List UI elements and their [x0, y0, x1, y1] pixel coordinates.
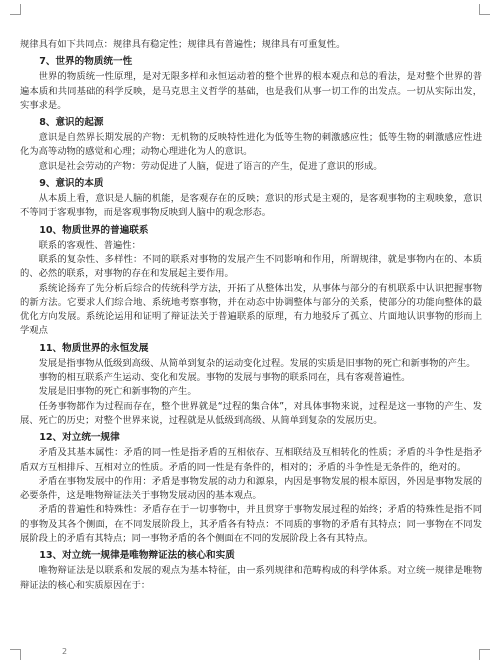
section-11-paragraph-4: 任务事物都作为过程而存在，整个世界就是“过程的集合体”，对具体事物来说，过程是这一事物的产生、发展、死亡的历史；对整个世界来说，过程就是从低级到高级、从简单到复杂的发展历史。 [20, 400, 482, 426]
section-8-paragraph-1: 意识是自然界长期发展的产物：无机物的反映特性进化为低等生物的刺激感应性；低等生物的刺激感应性进化为高等动物的感觉和心理；动物心理进化为人的意识。 [20, 132, 482, 158]
section-11-paragraph-1: 发展是指事物从低级到高级、从简单到复杂的运动变化过程。发展的实质是旧事物的死亡和新事物的产生。 [38, 357, 476, 369]
section-7-paragraph-1: 世界的物质统一性原理，是对无限多样和永恒运动着的整个世界的根本观点和总的看法，是对整个世界的普遍本质和共同基础的科学反映，是马克思主义哲学的基础，也是我们从事一切工作的出发点。一切从实际出发，实事求是。 [20, 71, 482, 111]
section-12-paragraph-1: 矛盾及其基本属性：矛盾的同一性是指矛盾的互相依存、互相联结及互相转化的性质；矛盾的斗争性是指矛盾双方互相排斥、互相对立的性质。矛盾的同一性是有条件的，相对的；矛盾的斗争性是无条件的，绝对的。 [20, 447, 482, 473]
section-12-paragraph-3: 矛盾的普遍性和特殊性：矛盾存在于一切事物中，并且贯穿于事物发展过程的始终；矛盾的特殊性是指不同的事物及其各个侧面，在不同发展阶段上，其矛盾各有特点：不同质的事物的矛盾有其特点；同一事物在不同发展阶段上的矛盾有其特点；同一事物矛盾的各个侧面在不同的发展阶段上各有其特点。 [20, 504, 482, 545]
section-10-paragraph-2: 联系的复杂性、多样性：不同的联系对事物的发展产生不同影响和作用，所谓规律，就是事物内在的、本质的、必然的联系，对事物的存在和发展起主要作用。 [20, 253, 482, 280]
section-9-heading: 9、意识的本质 [39, 178, 104, 190]
document-body [20, 38, 482, 593]
crop-mark-top-left [10, 4, 21, 15]
section-11-paragraph-3: 发展是旧事物的死亡和新事物的产生。 [38, 386, 197, 398]
section-7-heading: 7、世界的物质统一性 [39, 56, 133, 68]
crop-mark-top-right [479, 4, 490, 15]
section-10-paragraph-3: 系统论扬弃了先分析后综合的传统科学方法，开拓了从整体出发，从事体与部分的有机联系中认识把握事物的新方法。它要求人们综合地、系统地考察事物，并在动态中协调整体与部分的关系，使部分的功能向整体的最优化方向发展。系统论运用和证明了辩证法关于普遍联系的原理，有力地驳斥了孤立、片面地认识事物的形而上学观点 [20, 282, 482, 337]
crop-mark-bottom-right [479, 649, 490, 660]
section-11-paragraph-2: 事物的相互联系产生运动、变化和发展。事物的发展与事物的联系同在，具有客观普遍性。 [38, 372, 411, 384]
section-13-paragraph-1: 唯物辩证法是以联系和发展的观点为基本特征，由一系列规律和范畴构成的科学体系。对立统一规律是唯物辩证法的核心和实质原因在于： [20, 565, 482, 591]
section-10-heading: 10、物质世界的普遍联系 [39, 224, 149, 236]
section-8-heading: 8、意识的起源 [39, 117, 104, 129]
section-8-paragraph-2: 意识是社会劳动的产物：劳动促进了人脑，促进了语言的产生，促进了意识的形成。 [38, 160, 383, 172]
page-number: 2 [62, 647, 68, 656]
section-9-paragraph-1: 从本质上看，意识是人脑的机能，是客观存在的反映；意识的形式是主观的，是客观事物的主观映象，意识不等同于客观事物，而是客观事物反映到人脑中的观念形态。 [20, 193, 482, 219]
section-10-paragraph-1: 联系的客观性、普遍性： [38, 239, 141, 251]
crop-mark-bottom-left [10, 649, 21, 660]
section-13-heading: 13、对立统一规律是唯物辩证法的核心和实质 [39, 550, 235, 562]
intro-paragraph: 规律具有如下共同点：规律具有稳定性；规律具有普遍性；规律具有可重复性。 [20, 39, 346, 50]
section-12-paragraph-2: 矛盾在事物发展中的作用：矛盾是事物发展的动力和源泉，内因是事物发展的根本原因，外因是事物发展的必要条件，这是唯物辩证法关于事物发展动因的基本观点。 [20, 475, 482, 502]
section-11-heading: 11、物质世界的永恒发展 [39, 342, 149, 354]
section-12-heading: 12、对立统一规律 [39, 432, 120, 444]
